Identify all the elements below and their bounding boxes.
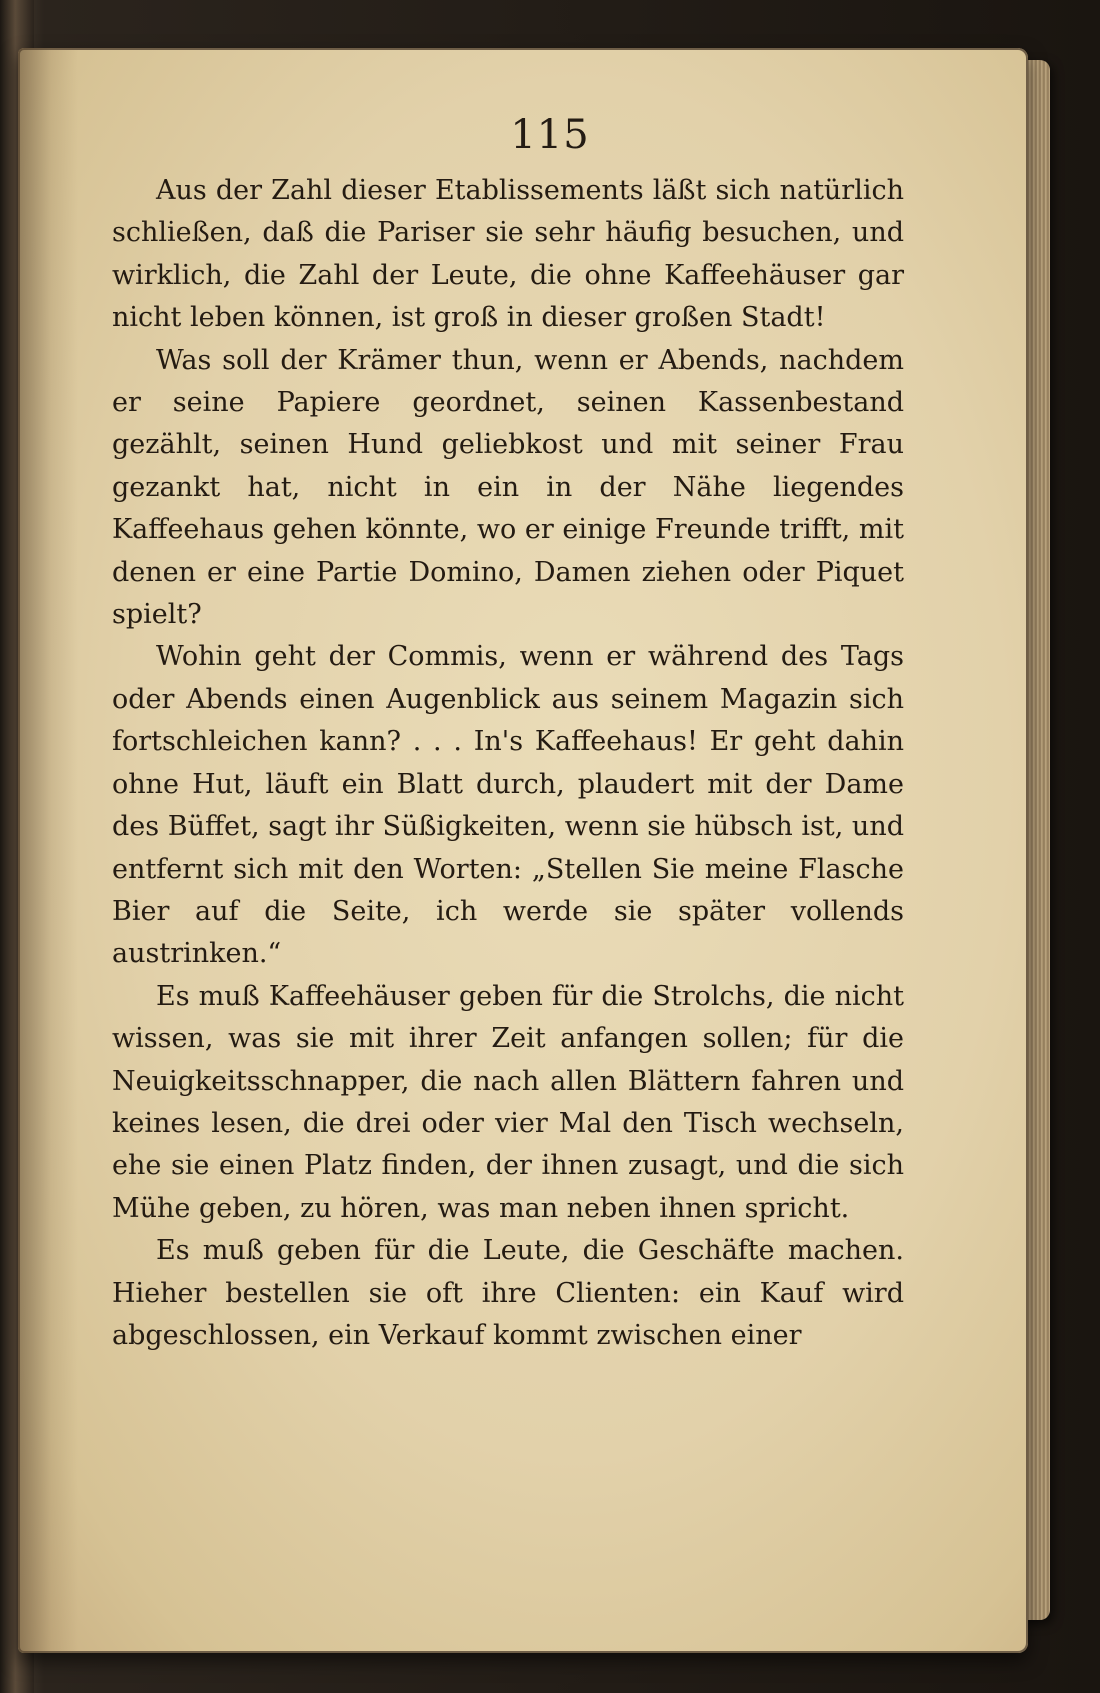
paragraph-4: Es muß Kaffeehäuser geben für die Strolchs, die nicht wissen, was sie mit ihrer Zeit anfangen sollen; für die Neuigkeitsschnapper, die nach allen Blättern fahren und keines lesen, die drei oder vier Mal den Tisch wechseln, ehe sie einen Platz finden, der ihnen zusagt, und die sich Mühe geben, zu hören, was man neben ihnen spricht.: [112, 980, 904, 1224]
page-text: [112, 170, 904, 1357]
paragraph-2: Was soll der Krämer thun, wenn er Abends, nachdem er seine Papiere geordnet, seinen Kassenbestand gezählt, seinen Hund geliebkost und mit seiner Frau gezankt hat, nicht in ein in der Nähe liegendes Kaffeehaus gehen könnte, wo er einige Freunde trifft, mit denen er eine Partie Domino, Damen ziehen oder Piquet spielt?: [112, 344, 904, 631]
paragraph-5: Es muß geben für die Leute, die Geschäfte machen. Hieher bestellen sie oft ihre Clienten: ein Kauf wird abgeschlossen, ein Verkauf kommt zwischen einer: [112, 1235, 904, 1351]
gutter-shadow: [18, 48, 78, 1653]
paragraph-3: Wohin geht der Commis, wenn er während des Tags oder Abends einen Augenblick aus seinem Magazin sich fortschleichen kann? . . . In's Kaffeehaus! Er geht dahin ohne Hut, läuft ein Blatt durch, plaudert mit der Dame des Büffet, sagt ihr Süßigkeiten, wenn sie hübsch ist, und entfernt sich mit den Worten: „Stellen Sie meine Flasche Bier auf die Seite, ich werde sie später vollends austrinken.“: [112, 641, 904, 970]
page-number: 115: [510, 112, 590, 158]
paragraph-1: Aus der Zahl dieser Etablissements läßt sich natürlich schließen, daß die Pariser sie sehr häufig besuchen, und wirklich, die Zahl der Leute, die ohne Kaffeehäuser gar nicht leben können, ist groß in dieser großen Stadt!: [112, 175, 904, 334]
